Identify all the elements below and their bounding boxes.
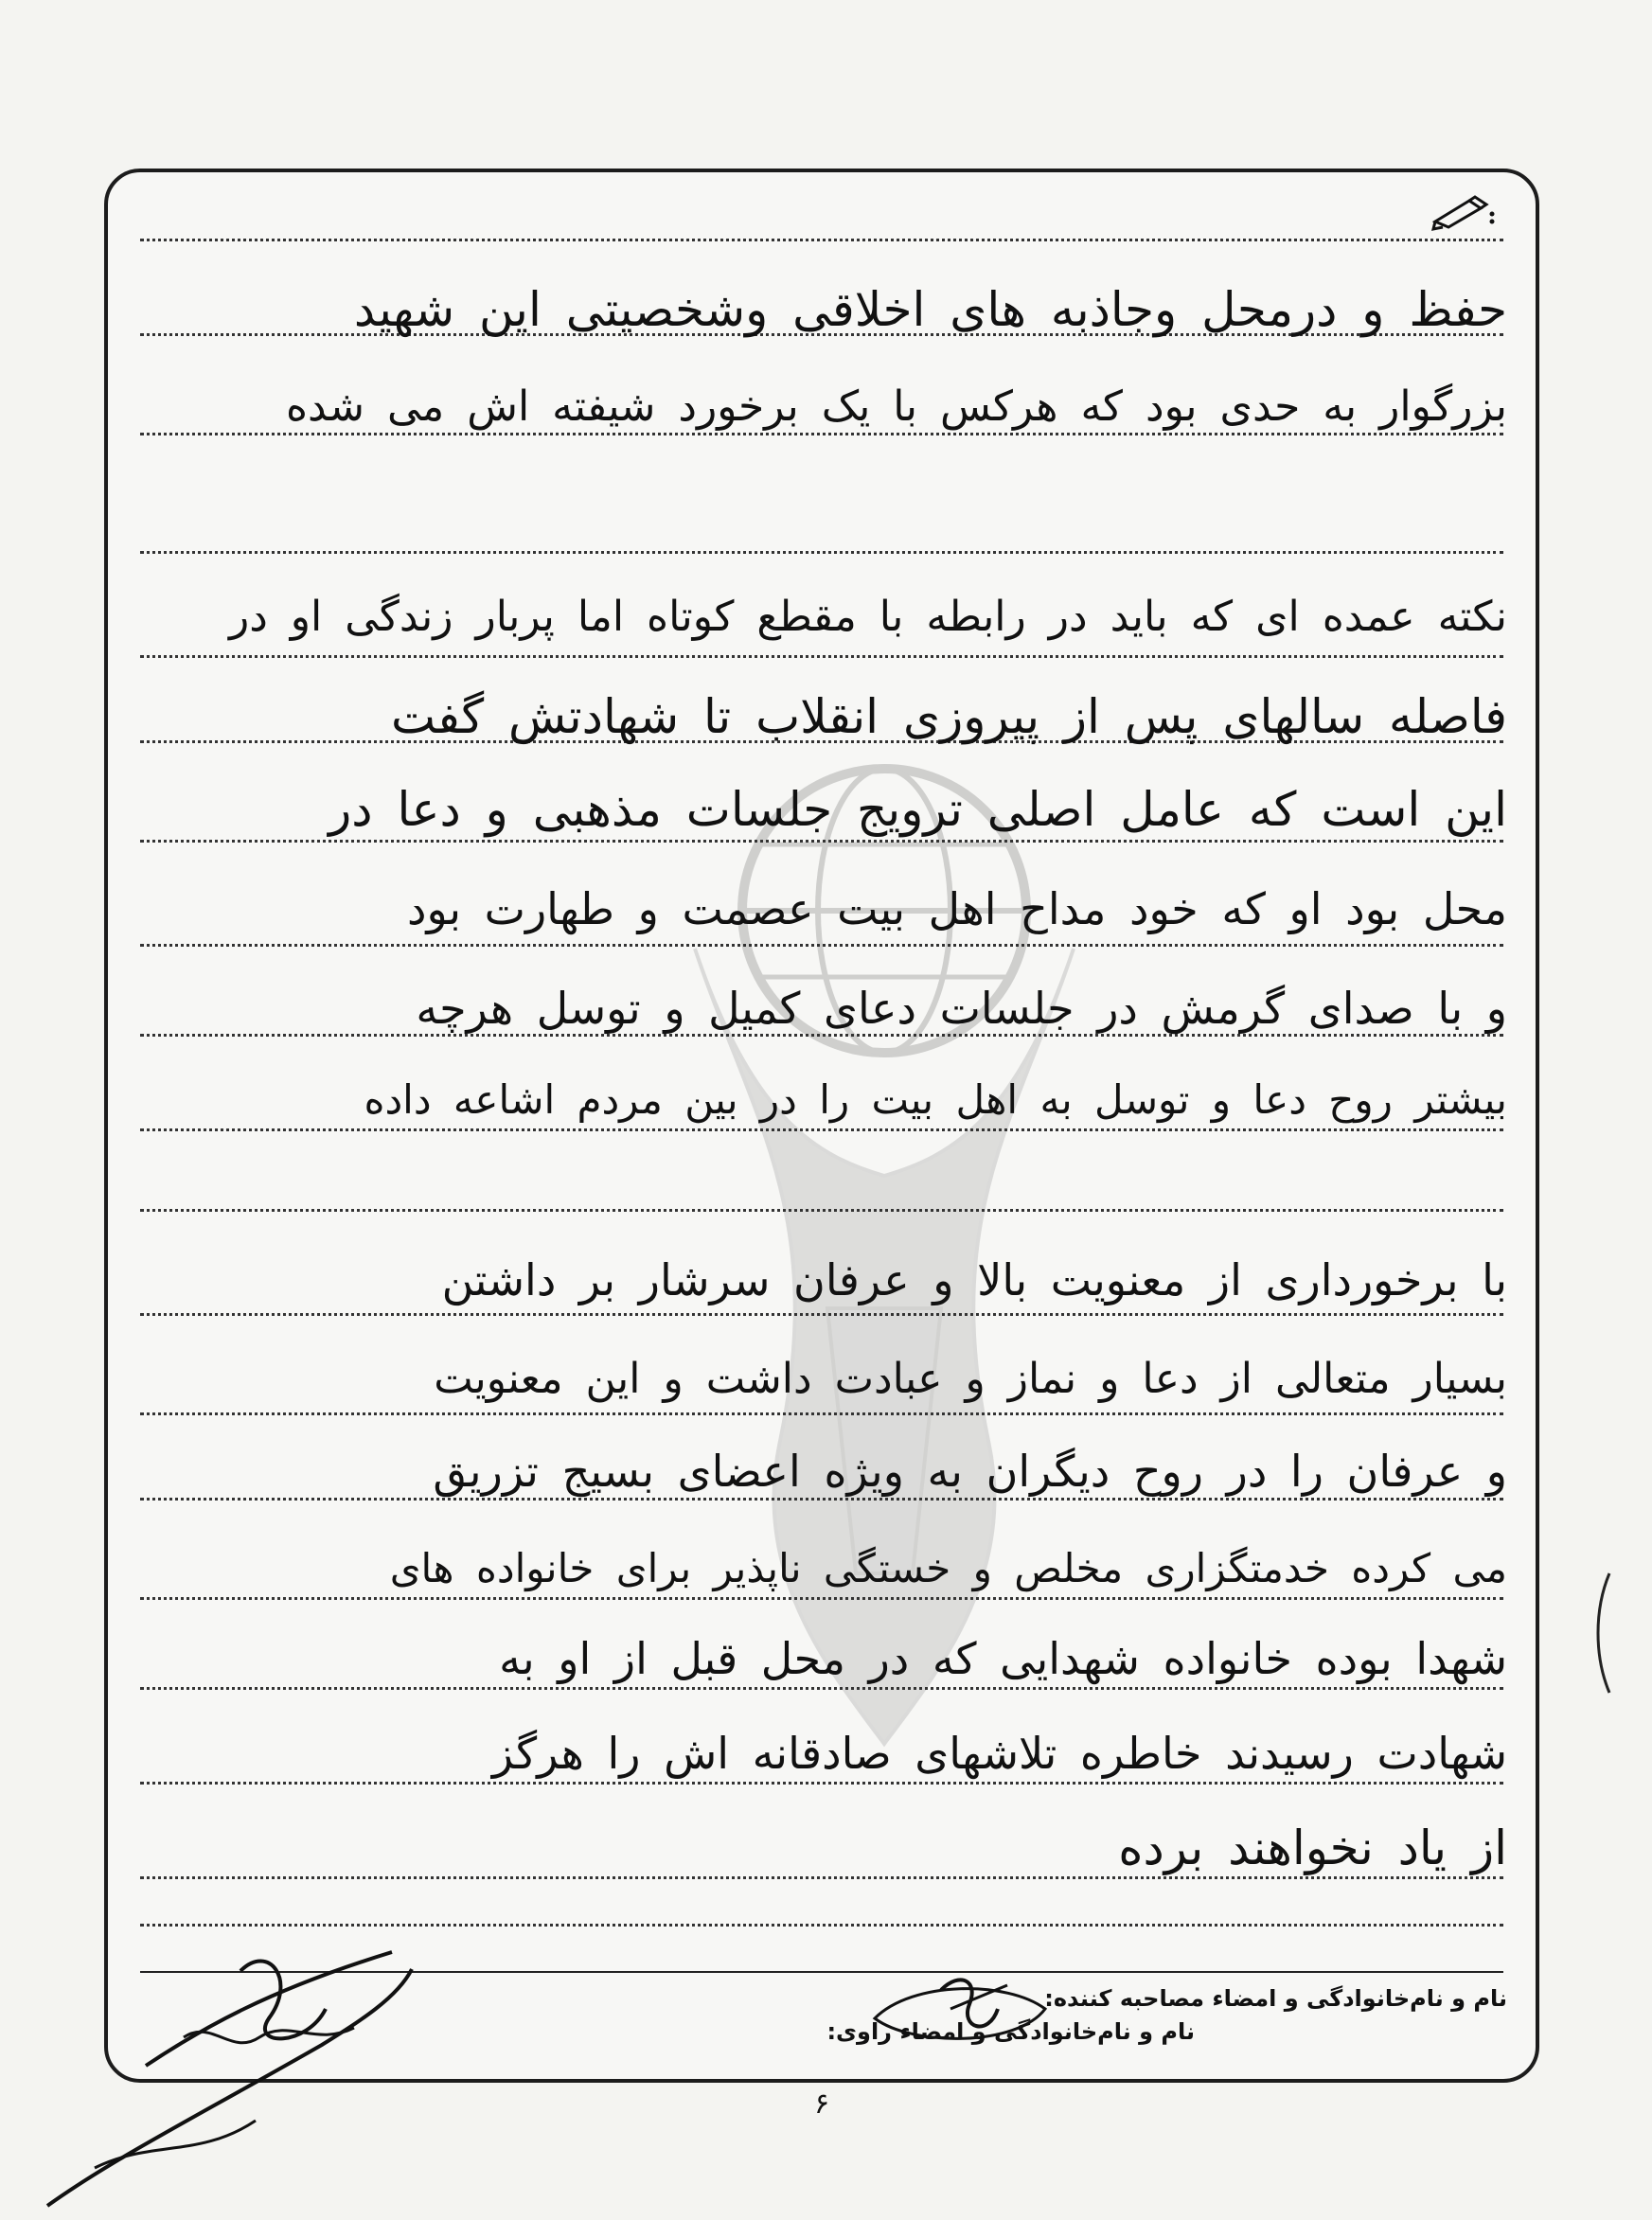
handwritten-line: و با صدای گرمش در جلسات دعای کمیل و توسل هرچه	[416, 983, 1507, 1034]
ruled-line	[140, 1412, 1503, 1415]
pen-icon	[1431, 193, 1498, 231]
handwritten-line: شهادت رسیدند خاطره تلاشهای صادقانه اش را هرگز	[491, 1728, 1507, 1779]
handwritten-line: از یاد نخواهند برده	[1118, 1820, 1507, 1875]
interviewer-label: نام و نام‌خانوادگی و امضاء مصاحبه کننده:	[1044, 1985, 1507, 2012]
handwritten-line: می کرده خدمتگزاری مخلص و خستگی ناپذیر برای خانواده های	[389, 1545, 1507, 1591]
handwritten-line: محل بود او که خود مداح اهل بیت عصمت و طهارت بود	[406, 883, 1507, 934]
ruled-line	[140, 944, 1503, 947]
margin-bracket	[1590, 1572, 1619, 1695]
narrator-label: نام و نام‌خانوادگی و امضاء راوی:	[826, 2018, 1195, 2045]
handwritten-line: نکته عمده ای که باید در رابطه با مقطع کوتاه اما پربار زندگی او در	[228, 593, 1507, 641]
ruled-line	[140, 1313, 1503, 1316]
ruled-line	[140, 840, 1503, 843]
handwritten-line: بیشتر روح دعا و توسل به اهل بیت را در بین مردم اشاعه داده	[364, 1076, 1507, 1123]
handwritten-line: با برخورداری از معنویت بالا و عرفان سرشار بر داشتن	[441, 1254, 1507, 1305]
ruled-line	[140, 1209, 1503, 1212]
page-number: ۶	[814, 2087, 830, 2121]
ruled-line	[140, 655, 1503, 658]
handwritten-line: شهدا بوده خانواده شهدایی که در محل قبل از او به	[499, 1633, 1507, 1684]
ruled-line	[140, 1924, 1503, 1927]
ruled-line	[140, 239, 1503, 241]
footer-separator	[140, 1971, 1503, 1973]
handwritten-line: و عرفان را در روح دیگران به ویژه اعضای بسیج تزریق	[433, 1446, 1507, 1497]
ruled-line	[140, 551, 1503, 554]
handwritten-line: حفظ و درمحل وجاذبه های اخلاقی وشخصیتی این شهید	[353, 282, 1507, 337]
narrator-signature	[127, 1933, 411, 2083]
form-sheet	[104, 169, 1539, 2083]
ruled-line	[140, 1597, 1503, 1600]
handwritten-line: بسیار متعالی از دعا و نماز و عبادت داشت و این معنویت	[434, 1355, 1507, 1403]
ruled-line	[140, 1876, 1503, 1879]
ruled-line	[140, 1128, 1503, 1131]
handwritten-line: بزرگوار به حدی بود که هرکس با یک برخورد شیفته اش می شده	[286, 382, 1507, 431]
handwritten-line: فاصله سالهای پس از پیروزی انقلاب تا شهادتش گفت	[390, 689, 1507, 744]
handwritten-line: این است که عامل اصلی ترویج جلسات مذهبی و دعا در	[329, 782, 1507, 837]
ruled-line	[140, 1782, 1503, 1785]
ruled-line	[140, 1687, 1503, 1690]
